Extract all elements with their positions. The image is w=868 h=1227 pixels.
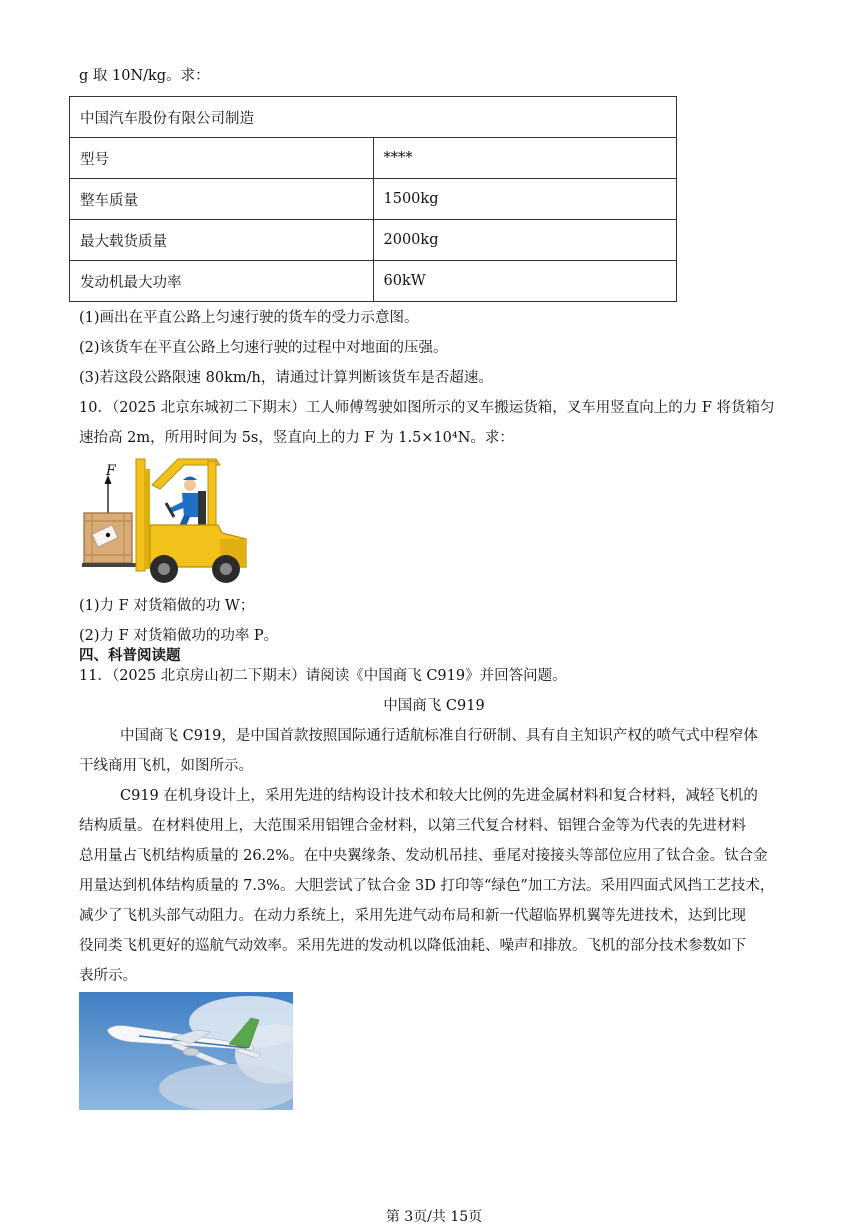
- forklift-figure: [80, 455, 252, 585]
- table-label-cell: 发动机最大功率: [70, 261, 374, 302]
- table-value-cell: 2000kg: [373, 220, 677, 261]
- table-header-cell: 中国汽车股份有限公司制造: [70, 97, 677, 138]
- table-value-cell: 60kW: [373, 261, 677, 302]
- table-row: [70, 179, 677, 220]
- table-header-row: [70, 97, 677, 138]
- q11-line1: 11．（2025 北京房山初二下期末）请阅读《中国商飞 C919》并回答问题。: [79, 668, 567, 684]
- article-title: 中国商飞 C919: [383, 698, 485, 714]
- article-p1-line2: 干线商用飞机，如图所示。: [79, 758, 253, 774]
- force-label: F: [106, 463, 116, 479]
- article-p2-line4: 用量达到机体结构质量的 7.3%。大胆尝试了钛合金 3D 打印等“绿色”加工方法。采用四面式风挡工艺技术，: [79, 878, 775, 894]
- article-p2-line7: 表所示。: [79, 968, 137, 984]
- table-label-cell: 整车质量: [70, 179, 374, 220]
- q9-sub1: (1)画出在平直公路上匀速行驶的货车的受力示意图。: [79, 310, 419, 326]
- article-p2-line5: 减少了飞机头部气动阻力。在动力系统上，采用先进气动布局和新一代超临界机翼等先进技术，达到比现: [79, 908, 746, 924]
- table-value-cell: 1500kg: [373, 179, 677, 220]
- q10-line2: 速抬高 2m，所用时间为 5s，竖直向上的力 F 为 1.5×10⁴N。求：: [79, 430, 514, 446]
- article-p2-line3: 总用量占飞机结构质量的 26.2%。在中央翼缘条、发动机吊挂、垂尾对接接头等部位应用了钛合金。钛合金: [79, 848, 768, 864]
- section-heading: 四、科普阅读题: [79, 647, 181, 664]
- q9-sub3: (3)若这段公路限速 80km/h，请通过计算判断该货车是否超速。: [79, 370, 493, 386]
- article-p2-line1: C919 在机身设计上，采用先进的结构设计技术和较大比例的先进金属材料和复合材料，减轻飞机的: [120, 788, 758, 804]
- table-row: [70, 138, 677, 179]
- q9-sub2: (2)该货车在平直公路上匀速行驶的过程中对地面的压强。: [79, 340, 448, 356]
- table-value-cell: ****: [373, 138, 677, 179]
- spec-table: [69, 96, 677, 302]
- page-footer: 第 3页/共 15页: [385, 1209, 483, 1225]
- article-p2-line2: 结构质量。在材料使用上，大范围采用铝锂合金材料，以第三代复合材料、铝锂合金等为代表的先进材料: [79, 818, 746, 834]
- airplane-icon: [79, 992, 293, 1110]
- table-row: [70, 220, 677, 261]
- table-label-cell: 最大载货质量: [70, 220, 374, 261]
- q10-sub2: (2)力 F 对货箱做功的功率 P。: [79, 628, 279, 644]
- table-label-cell: 型号: [70, 138, 374, 179]
- article-p2-line6: 役同类飞机更好的巡航气动效率。采用先进的发动机以降低油耗、噪声和排放。飞机的部分技术参数如下: [79, 938, 746, 954]
- table-row: [70, 261, 677, 302]
- article-p1-line1: 中国商飞 C919，是中国首款按照国际通行适航标准自行研制、具有自主知识产权的喷气式中程窄体: [120, 728, 758, 744]
- intro-line: g 取 10N/kg。求：: [79, 68, 210, 84]
- q10-sub1: (1)力 F 对货箱做的功 W；: [79, 598, 255, 614]
- airplane-photo: [79, 992, 293, 1110]
- q10-line1: 10．（2025 北京东城初二下期末）工人师傅驾驶如图所示的叉车搬运货箱，叉车用竖直向上的力 F 将货箱匀: [79, 400, 775, 416]
